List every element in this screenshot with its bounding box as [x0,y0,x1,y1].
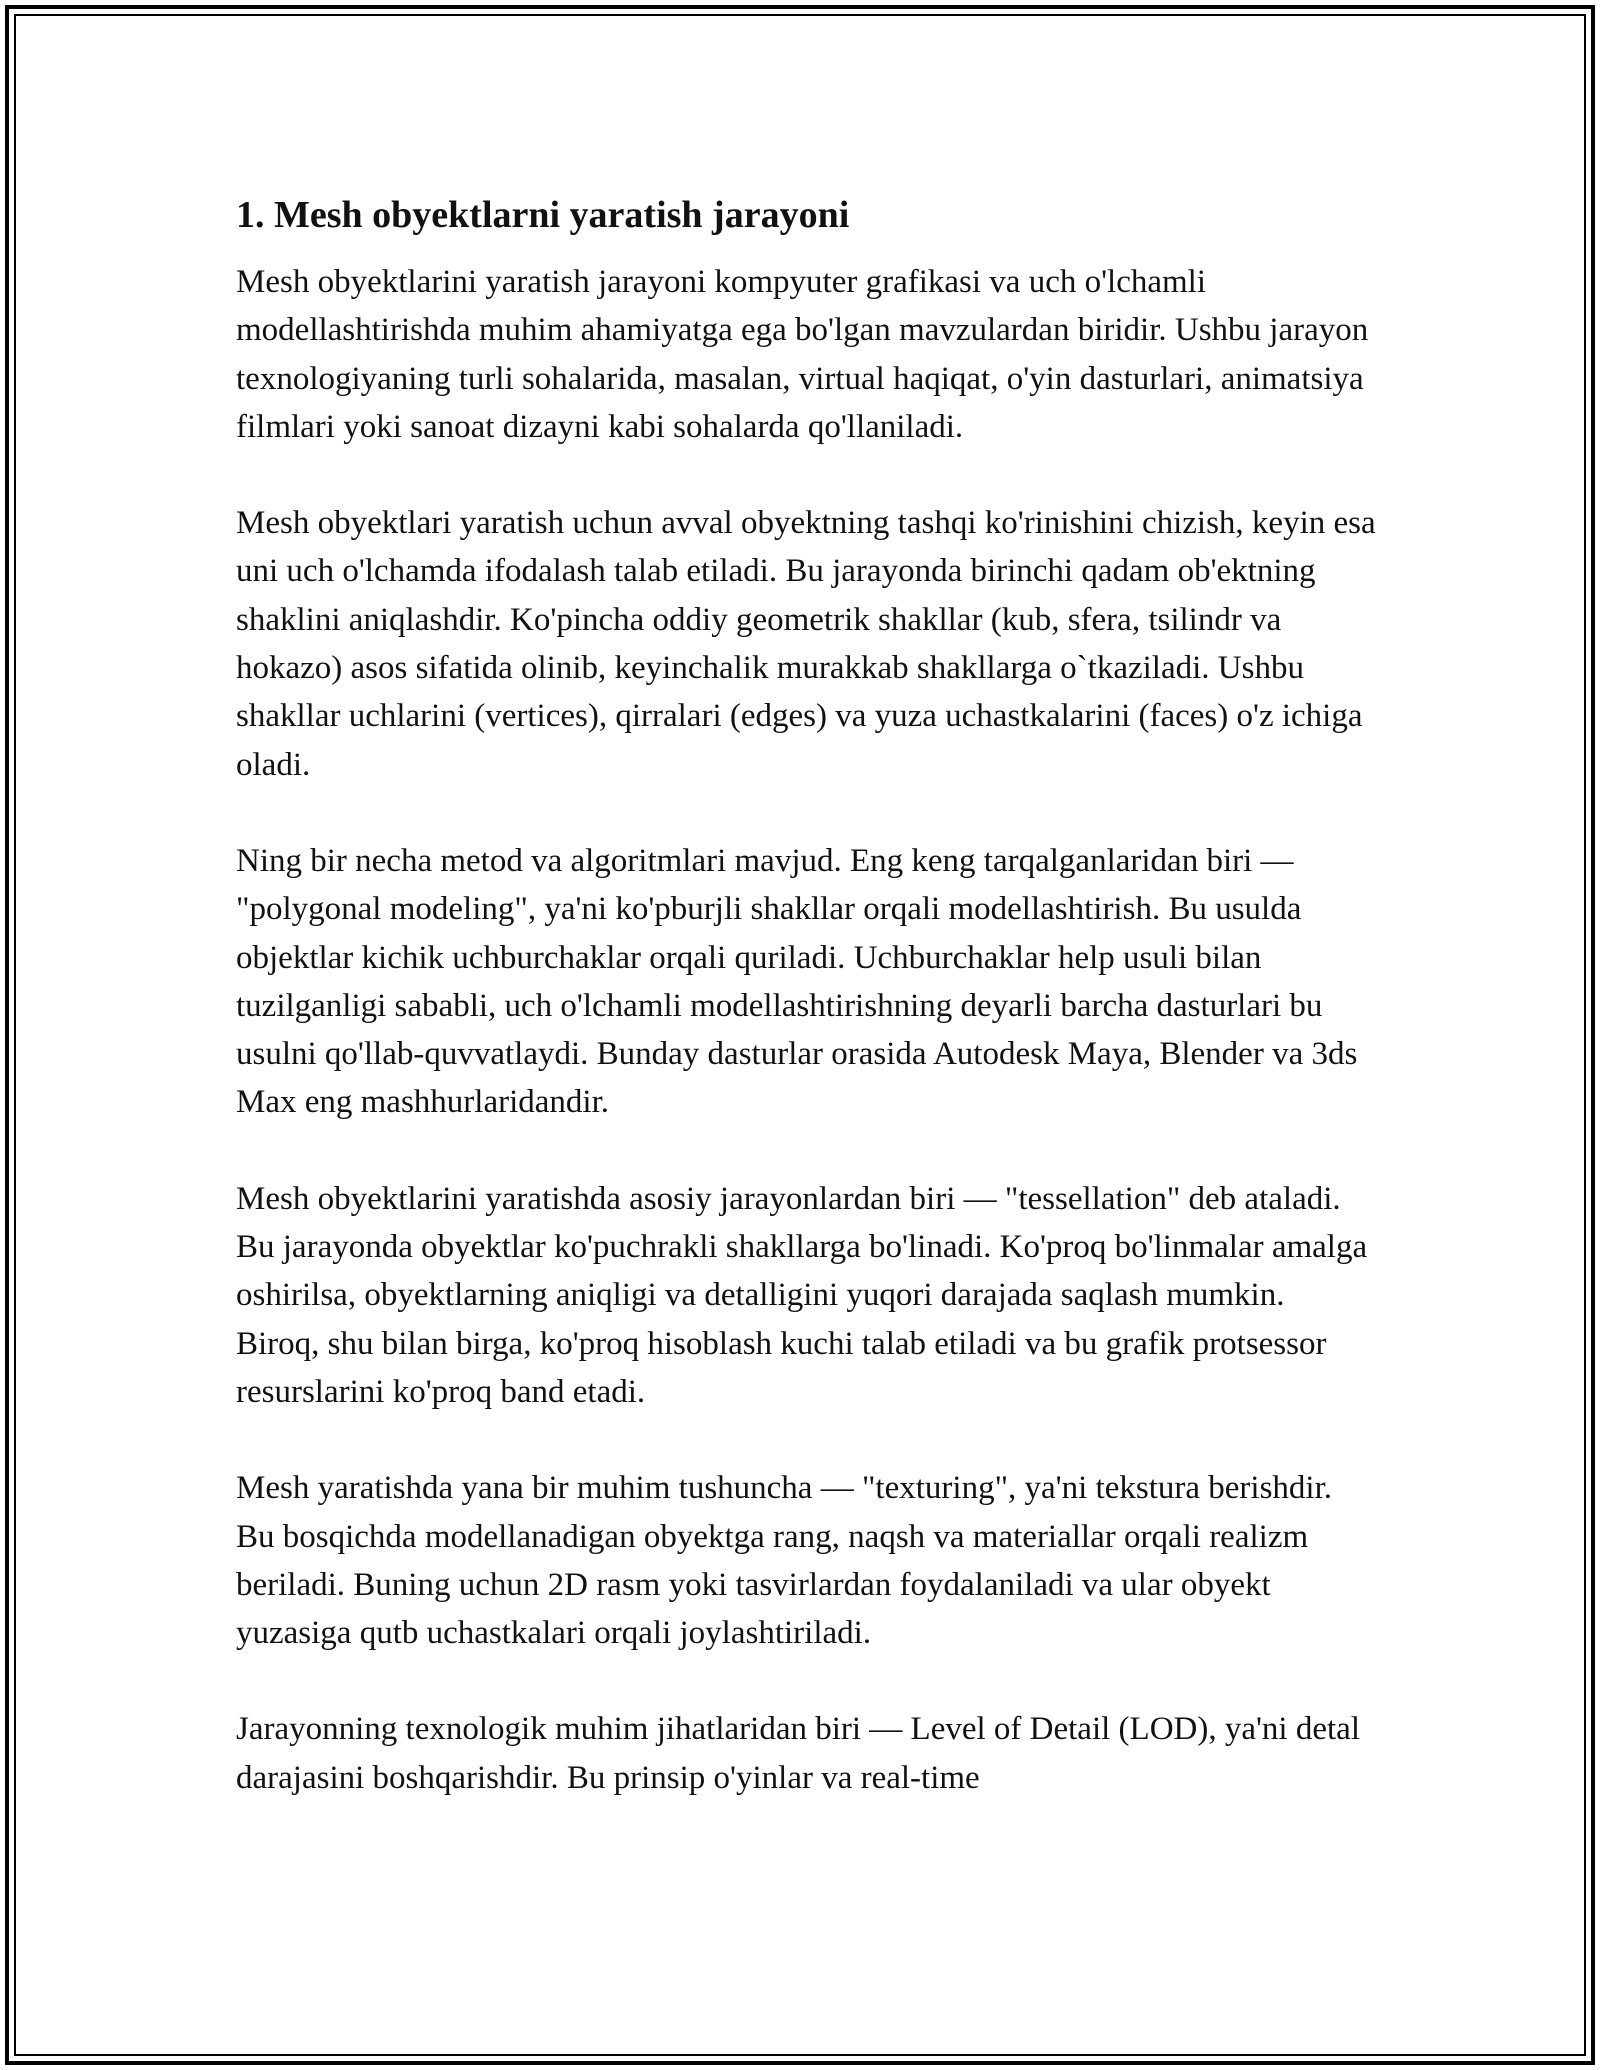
paragraph-5: Mesh yaratishda yana bir muhim tushuncha — "texturing", ya'ni tekstura berishdir. Bu bosqichda modellanadigan obyektga rang, naqsh va materiallar orqali realizm beriladi. Buning uchun 2D rasm yoki tasvirlardan foydalaniladi va ular obyekt yuzasiga qutb uchastkalari orqali joylashtiriladi. [236,1470,1332,1652]
paragraph-2: Mesh obyektlari yaratish uchun avval obyektning tashqi ko'rinishini chizish, keyin esa uni uch o'lchamda ifodalash talab etiladi. Bu jarayonda birinchi qadam ob'ektning shaklini aniqlashdir. Ko'pincha oddiy geometrik shakllar (kub, sfera, tsilindr va hokazo) asos sifatida olinib, keyinchalik murakkab shakllarga o`tkaziladi. Ushbu shakllar uchlarini (vertices), qirralari (edges) va yuza uchastkalarini (faces) o'z ichiga oladi. [236,505,1376,783]
paragraph-3: Ning bir necha metod va algoritmlari mavjud. Eng keng tarqalganlaridan biri — "polygonal modeling", ya'ni ko'pburjli shakllar orqali modellashtirish. Bu usulda objektlar kichik uchburchaklar orqali quriladi. Uchburchaklar help usuli bilan tuzilganligi sababli, uch o'lchamli modellashtirishning deyarli barcha dasturlari bu usulni qo'llab-quvvatlaydi. Bunday dasturlar orasida Autodesk Maya, Blender va 3ds Max eng mashhurlaridandir. [236,842,1358,1121]
paragraph-4: Mesh obyektlarini yaratishda asosiy jarayonlardan biri — "tessellation" deb ataladi. Bu jarayonda obyektlar ko'puchrakli shakllarga bo'linadi. Ko'proq bo'linmalar amalga oshirilsa, obyektlarning aniqligi va detalligini yuqori darajada saqlash mumkin. Biroq, shu bilan birga, ko'proq hisoblash kuchi talab etiladi va bu grafik protsessor resurslarini ko'proq band etadi. [236,1180,1368,1410]
document-body [236,186,1376,1850]
section-heading: 1. Mesh obyektlarni yaratish jarayoni [236,194,850,236]
paragraph-6: Jarayonning texnologik muhim jihatlaridan biri — Level of Detail (LOD), ya'ni detal darajasini boshqarishdir. Bu prinsip o'yinlar va real-time [236,1711,1360,1796]
paragraph-1: Mesh obyektlarini yaratish jarayoni kompyuter grafikasi va uch o'lchamli modellashtirishda muhim ahamiyatga ega bo'lgan mavzulardan biridir. Ushbu jarayon texnologiyaning turli sohalarida, masalan, virtual haqiqat, o'yin dasturlari, animatsiya filmlari yoki sanoat dizayni kabi sohalarda qo'llaniladi. [236,264,1369,445]
